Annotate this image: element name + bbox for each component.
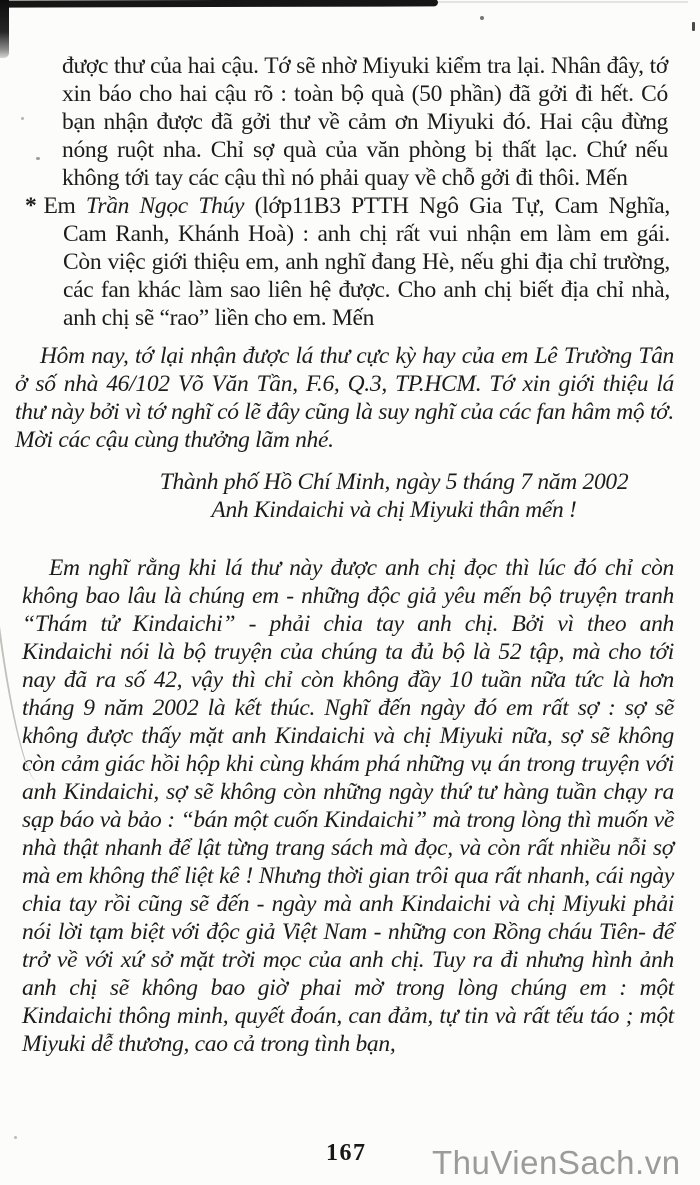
paragraph-letter-introduction: Hôm nay, tớ lại nhận được lá thư cực kỳ hay của em Lê Trường Tân ở số nhà 46/102 Võ Văn Tần, F.6, Q.3, TP.HCM. Tớ xin giới thiệu lá thư này bởi vì tớ nghĩ có lẽ đây cũng là suy nghĩ của các fan hâm mộ tớ. Mời các cậu cùng thưởng lãm nhé.	[15, 343, 674, 453]
scan-artifact-left-corner	[0, 0, 9, 58]
paragraph-reader-reply	[0, 192, 670, 332]
bullet-lead: Em	[43, 193, 86, 219]
paragraph-letter-body: Em nghĩ rằng khi lá thư này được anh chị đọc thì lúc đó chỉ còn không bao lâu là chúng em - những độc giả yêu mến bộ truyện tranh “Thám tử Kindaichi” - phải chia tay anh chị. Bởi vì theo anh Kindaichi nói là bộ truyện của chúng ta đủ bộ là 52 tập, mà cho tới nay đã ra số 42, vậy thì chỉ còn không đầy 10 tuần nữa tức là hơn tháng 9 năm 2002 là kết thúc. Nghĩ đến ngày đó em rất sợ : sợ sẽ không được thấy mặt anh Kindaichi và chị Miyuki nữa, sợ sẽ không còn cảm giác hồi hộp khi cùng khám phá những vụ án trong truyện với anh Kindaichi, sợ sẽ không còn những ngày thứ tư hàng tuần chạy ra sạp báo và bảo : “bán một cuốn Kindaichi” mà trong lòng thì muốn về nhà thật nhanh để lật từng trang sách mà đọc, và còn rất nhiều nỗi sợ mà em không thể liệt kê ! Nhưng thời gian trôi qua rất nhanh, cái ngày chia tay rồi cũng sẽ đến - ngày mà anh Kindaichi và chị Miyuki phải nói lời tạm biệt với độc giả Việt Nam - những con Rồng cháu Tiên- để trở về với xứ sở mặt trời mọc của anh chị. Tuy ra đi nhưng hình ảnh anh chị sẽ không bao giờ phai mờ trong lòng chúng em : một Kindaichi thông minh, quyết đoán, can đảm, tự tin và rất tếu táo ; một Miyuki dễ thương, cao cả trong tình bạn,	[22, 555, 674, 1057]
scan-speck	[14, 1136, 17, 1139]
paragraph-gift-reply: được thư của hai cậu. Tớ sẽ nhờ Miyuki kiểm tra lại. Nhân đây, tớ xin báo cho hai cậu rõ : toàn bộ quà (50 phần) đã gởi đi hết. Có bạn nhận được đã gởi thư về cảm ơn Miyuki đó. Hai cậu đừng nóng ruột nha. Chỉ sợ quà của văn phòng bị thất lạc. Chứ nếu không tới tay các cậu thì nó phải quay về chỗ gởi đi thôi. Mến	[62, 53, 668, 191]
page-text-block	[0, 52, 700, 1058]
scan-speck	[36, 157, 40, 160]
scan-artifact-right-tick	[692, 22, 695, 31]
page-number: 167	[326, 1140, 367, 1166]
scan-speck	[480, 16, 484, 20]
bullet-asterisk: *	[25, 193, 37, 219]
bullet-rest: (lớp11B3 PTTH Ngô Gia Tự, Cam Nghĩa, Cam Ranh, Khánh Hoà) : anh chị rất vui nhận em làm em gái. Còn việc giới thiệu em, anh nghĩ đang Hè, nếu ghi địa chỉ trường, các fan khác làm sao liên hệ được. Cho anh chị biết địa chỉ nhà, anh chị sẽ “rao” liền cho em. Mến	[63, 193, 670, 331]
scan-speck	[21, 117, 24, 120]
letter-dateline: Thành phố Hồ Chí Minh, ngày 5 tháng 7 năm 2002	[159, 469, 629, 495]
watermark-thuviensach: ThuVienSach.vn	[432, 1144, 681, 1181]
scan-artifact-top-hairline	[438, 1, 688, 3]
letter-salutation: Anh Kindaichi và chị Miyuki thân mến !	[211, 497, 577, 523]
reader-name: Trần Ngọc Thúy	[85, 193, 245, 219]
scan-artifact-top-bar	[0, 0, 438, 8]
